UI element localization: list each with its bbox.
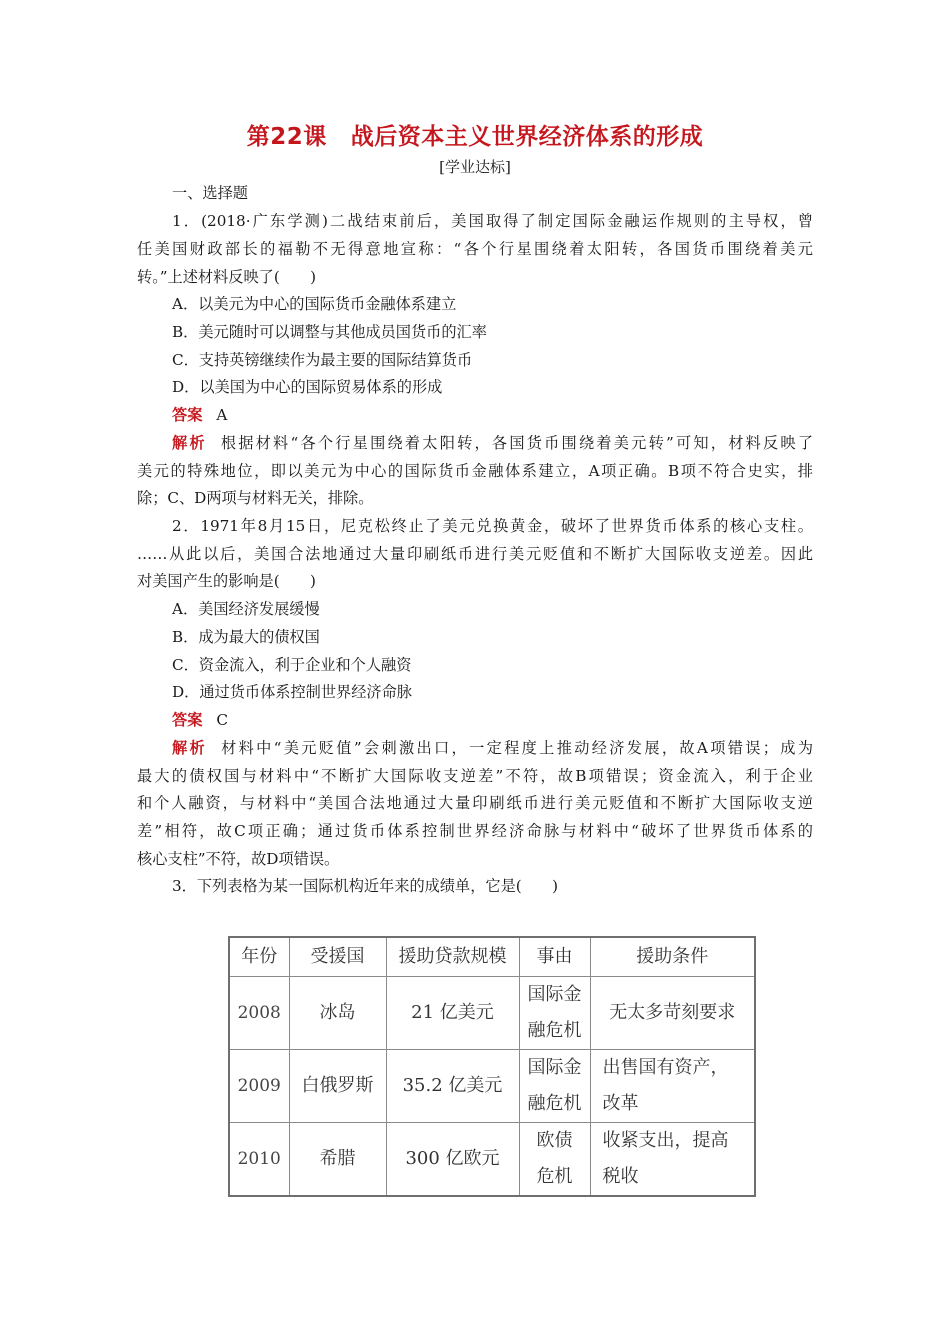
cell-loan: 21 亿美元	[386, 977, 519, 1050]
cell-year: 2009	[229, 1050, 289, 1123]
answer-value: A	[216, 406, 228, 424]
q2-explanation-line	[172, 735, 813, 762]
explanation-text: 材料中“美元贬值”会刺激出口，一定程度上推动经济发展，故A项错误；成为	[221, 739, 814, 757]
q2-stem-line: 2．1971年8月15日，尼克松终止了美元兑换黄金，破坏了世界货币体系的核心支柱。	[172, 517, 813, 535]
q1-option-d: D．以美国为中心的国际贸易体系的形成	[172, 378, 443, 396]
page-subtitle: [学业达标]	[439, 158, 511, 176]
cell-reason-line: 危机	[536, 1166, 573, 1187]
cell-year: 2008	[229, 977, 289, 1050]
table-row	[229, 1123, 755, 1197]
cell-country: 希腊	[289, 1123, 386, 1197]
q1-option-c: C．支持英镑继续作为最主要的国际结算货币	[172, 351, 473, 369]
answer-value: C	[216, 711, 228, 729]
cell-reason-line: 国际金	[527, 984, 582, 1005]
q1-stem-line: 转。”上述材料反映了( )	[137, 268, 317, 286]
q2-option-b: B．成为最大的债权国	[172, 628, 320, 646]
q1-option-b: B．美元随时可以调整与其他成员国货币的汇率	[172, 323, 487, 341]
q2-option-c: C．资金流入，利于企业和个人融资	[172, 656, 412, 674]
imf-loan-table	[228, 936, 756, 1197]
q1-explanation-line: 除；C、D两项与材料无关，排除。	[137, 489, 374, 507]
q1-explanation-line: 美元的特殊地位，即以美元为中心的国际货币金融体系建立，A项正确。B项不符合史实，排	[137, 462, 813, 480]
cell-country: 冰岛	[289, 977, 386, 1050]
answer-label: 答案	[172, 406, 203, 424]
cell-reason-line: 融危机	[527, 1020, 582, 1041]
answer-label: 答案	[172, 711, 203, 729]
header-cell-loan: 援助贷款规模	[386, 937, 519, 977]
cell-loan: 300 亿欧元	[386, 1123, 519, 1197]
cell-conditions-line: 收紧支出，提高	[602, 1130, 729, 1151]
q2-stem-line: 对美国产生的影响是( )	[137, 572, 316, 590]
header-cell-country: 受援国	[289, 937, 386, 977]
q2-option-d: D．通过货币体系控制世界经济命脉	[172, 683, 412, 701]
cell-loan: 35.2 亿美元	[386, 1050, 519, 1123]
q2-stem-line: ……从此以后，美国合法地通过大量印刷纸币进行美元贬值和不断扩大国际收支逆差。因此	[137, 545, 813, 563]
cell-reason-line: 国际金	[527, 1057, 582, 1078]
explanation-text: 根据材料“各个行星围绕着太阳转，各国货币围绕着美元转”可知，材料反映了	[220, 434, 814, 452]
cell-reason	[519, 977, 590, 1050]
q2-explanation-line: 差”相符，故C项正确；通过货币体系控制世界经济命脉与材料中“破坏了世界货币体系的	[137, 822, 813, 840]
cell-conditions	[590, 977, 755, 1050]
cell-conditions-line: 无太多苛刻要求	[609, 1002, 736, 1023]
q2-explanation-line: 和个人融资，与材料中“美国合法地通过大量印刷纸币进行美元贬值和不断扩大国际收支逆	[137, 794, 813, 812]
cell-reason-line: 欧债	[536, 1130, 573, 1151]
table-header-row	[229, 937, 755, 977]
q2-option-a: A．美国经济发展缓慢	[172, 600, 320, 618]
lesson-number: 第22课	[246, 124, 327, 150]
table-row	[229, 977, 755, 1050]
q1-option-a: A．以美元为中心的国际货币金融体系建立	[172, 295, 457, 313]
q1-explanation-line	[172, 430, 813, 457]
cell-conditions-line: 税收	[602, 1166, 639, 1187]
q1-stem-line: 1．(2018·广东学测)二战结束前后，美国取得了制定国际金融运作规则的主导权，曾	[172, 212, 813, 230]
cell-reason	[519, 1123, 590, 1197]
cell-conditions	[590, 1050, 755, 1123]
cell-conditions	[590, 1123, 755, 1197]
table-row	[229, 1050, 755, 1123]
cell-country: 白俄罗斯	[289, 1050, 386, 1123]
header-cell-reason: 事由	[519, 937, 590, 977]
cell-conditions-line: 出售国有资产，	[602, 1057, 729, 1078]
header-cell-year: 年份	[229, 937, 289, 977]
q1-stem-line: 任美国财政部长的福勒不无得意地宣称：“各个行星围绕着太阳转，各国货币围绕着美元	[137, 240, 813, 258]
explanation-label: 解析	[172, 434, 207, 452]
page-title	[0, 118, 950, 151]
q3-stem-line: 3．下列表格为某一国际机构近年来的成绩单，它是( )	[172, 877, 559, 895]
header-cell-conditions: 援助条件	[590, 937, 755, 977]
lesson-title: 战后资本主义世界经济体系的形成	[350, 124, 704, 150]
q2-explanation-line: 核心支柱”不符，故D项错误。	[137, 850, 340, 868]
q2-explanation-line: 最大的债权国与材料中“不断扩大国际收支逆差”不符，故B项错误；资金流入，利于企业	[137, 767, 813, 785]
cell-year: 2010	[229, 1123, 289, 1197]
cell-conditions-line: 改革	[602, 1093, 639, 1114]
section-heading: 一、选择题	[172, 184, 248, 202]
q2-answer	[172, 707, 813, 734]
q1-answer	[172, 402, 813, 429]
cell-reason-line: 融危机	[527, 1093, 582, 1114]
cell-reason	[519, 1050, 590, 1123]
explanation-label: 解析	[172, 739, 208, 757]
